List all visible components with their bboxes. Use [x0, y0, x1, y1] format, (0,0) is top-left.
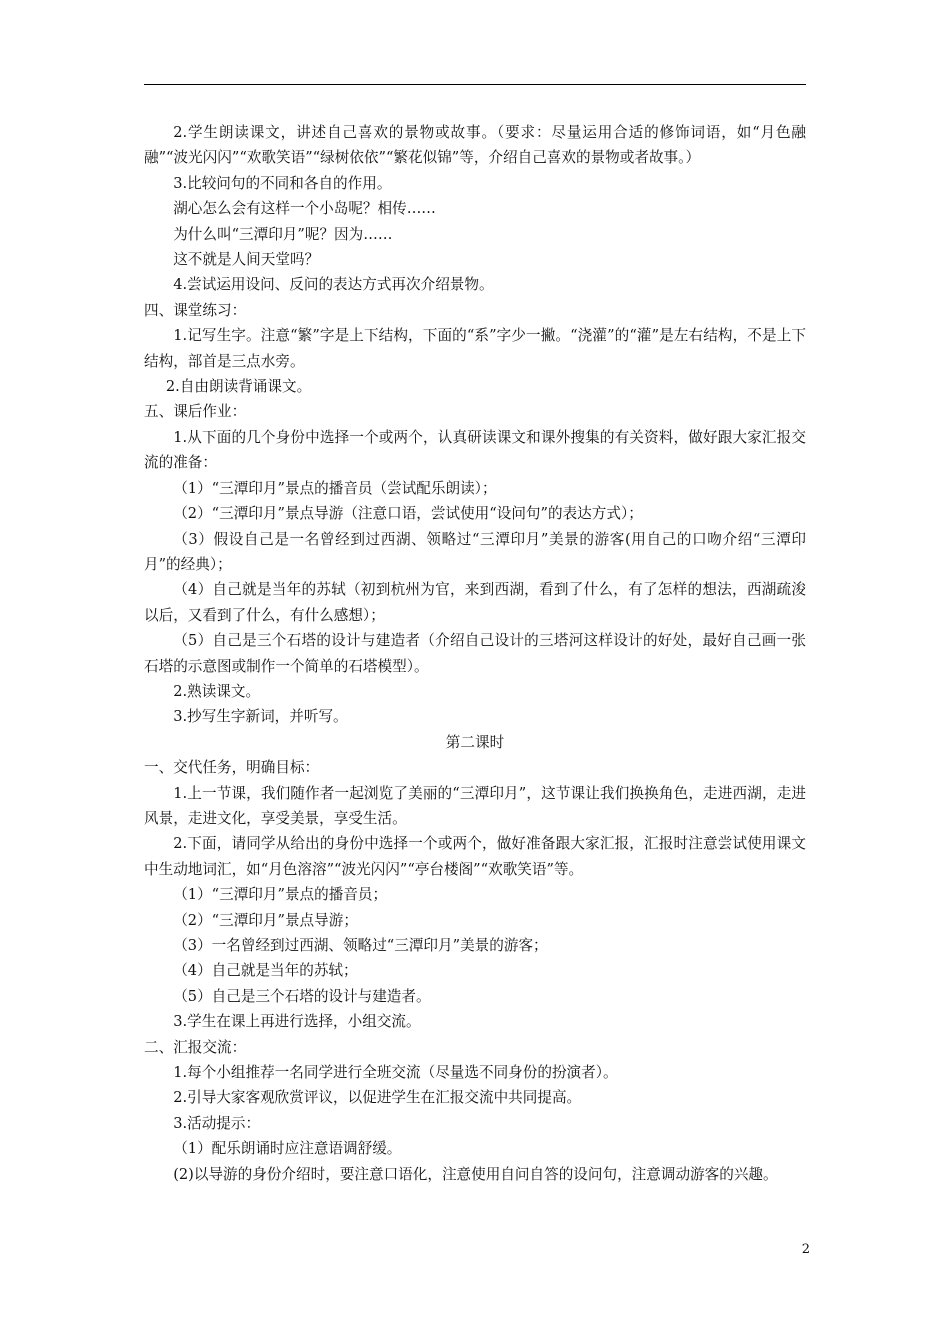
- paragraph: 4.尝试运用设问、反问的表达方式再次介绍景物。: [173, 276, 494, 294]
- paragraph: 3.比较问句的不同和各自的作用。: [173, 174, 392, 192]
- document-body: [144, 120, 806, 1187]
- paragraph: 五、课后作业：: [144, 403, 247, 421]
- paragraph: 2.学生朗读课文，讲述自己喜欢的景物或故事。（要求：尽量运用合适的修饰词语，如“月色融融”“波光闪闪”“欢歌笑语”“绿树依依”“繁花似锦”等，介绍自己喜欢的景物或者故事。）: [144, 124, 806, 167]
- paragraph: （1）配乐朗诵时应注意语调舒缓。: [173, 1140, 402, 1158]
- paragraph: 2.下面，请同学从给出的身份中选择一个或两个，做好准备跟大家汇报，汇报时注意尝试使用课文中生动地词汇，如“月色溶溶”“波光闪闪”“亭台楼阁”“欢歌笑语”等。: [144, 835, 806, 878]
- paragraph: 1.从下面的几个身份中选择一个或两个，认真研读课文和课外搜集的有关资料，做好跟大家汇报交流的准备：: [144, 428, 806, 472]
- paragraph: （4）自己就是当年的苏轼；: [173, 962, 358, 980]
- paragraph: 3.学生在课上再进行选择，小组交流。: [173, 1013, 421, 1031]
- paragraph: 二、汇报交流：: [144, 1038, 247, 1056]
- paragraph: 1.每个小组推荐一名同学进行全班交流（尽量选不同身份的扮演者）。: [173, 1064, 618, 1082]
- paragraph: （5）自己是三个石塔的设计与建造者（介绍自己设计的三塔河这样设计的好处，最好自己画一张石塔的示意图或制作一个简单的石塔模型）。: [144, 632, 806, 675]
- paragraph: （4）自己就是当年的苏轼（初到杭州为官，来到西湖，看到了什么，有了怎样的想法，西湖疏浚以后，又看到了什么，有什么感想）；: [144, 581, 806, 624]
- header-rule: [144, 84, 806, 85]
- paragraph: 为什么叫“三潭印月”呢？因为……: [173, 225, 393, 243]
- paragraph: （2）“三潭印月”景点导游；: [173, 911, 358, 929]
- paragraph: 3.抄写生字新词，并听写。: [173, 708, 348, 726]
- paragraph: 1.上一节课，我们随作者一起浏览了美丽的“三潭印月”，这节课让我们换换角色，走进西湖，走进风景，走进文化，享受美景，享受生活。: [144, 784, 806, 827]
- paragraph: （3）一名曾经到过西湖、领略过“三潭印月”美景的游客；: [173, 937, 548, 954]
- paragraph: （1）“三潭印月”景点的播音员；: [173, 886, 388, 904]
- section-heading: 第二课时: [445, 733, 505, 751]
- page-number: 2: [801, 1242, 810, 1257]
- paragraph: （1）“三潭印月”景点的播音员（尝试配乐朗读）；: [173, 479, 497, 497]
- paragraph: 四、课堂练习：: [144, 301, 247, 319]
- paragraph: 2.熟读课文。: [173, 682, 261, 700]
- paragraph: 一、交代任务，明确目标：: [144, 759, 320, 777]
- paragraph: 这不就是人间天堂吗？: [173, 251, 320, 269]
- paragraph: （5）自己是三个石塔的设计与建造者。: [173, 987, 431, 1005]
- paragraph: 2.引导大家客观欣赏评议，以促进学生在汇报交流中共同提高。: [173, 1089, 582, 1107]
- paragraph: 1.记写生字。注意“繁”字是上下结构，下面的“系”字少一撇。“浇灌”的“灌”是左右结构，不是上下结构，部首是三点水旁。: [144, 327, 806, 370]
- paragraph: （3）假设自己是一名曾经到过西湖、领略过“三潭印月”美景的游客(用自己的口吻介绍“三潭印月”的经典）；: [144, 530, 806, 573]
- paragraph: 湖心怎么会有这样一个小岛呢？相传……: [173, 200, 436, 218]
- paragraph: (2)以导游的身份介绍时，要注意口语化，注意使用自问自答的设问句，注意调动游客的兴趣。: [173, 1165, 778, 1183]
- paragraph: 3.活动提示：: [173, 1114, 261, 1132]
- paragraph: （2）“三潭印月”景点导游（注意口语，尝试使用“设问句”的表达方式）；: [173, 505, 643, 523]
- paragraph: 2.自由朗读背诵课文。: [165, 378, 312, 396]
